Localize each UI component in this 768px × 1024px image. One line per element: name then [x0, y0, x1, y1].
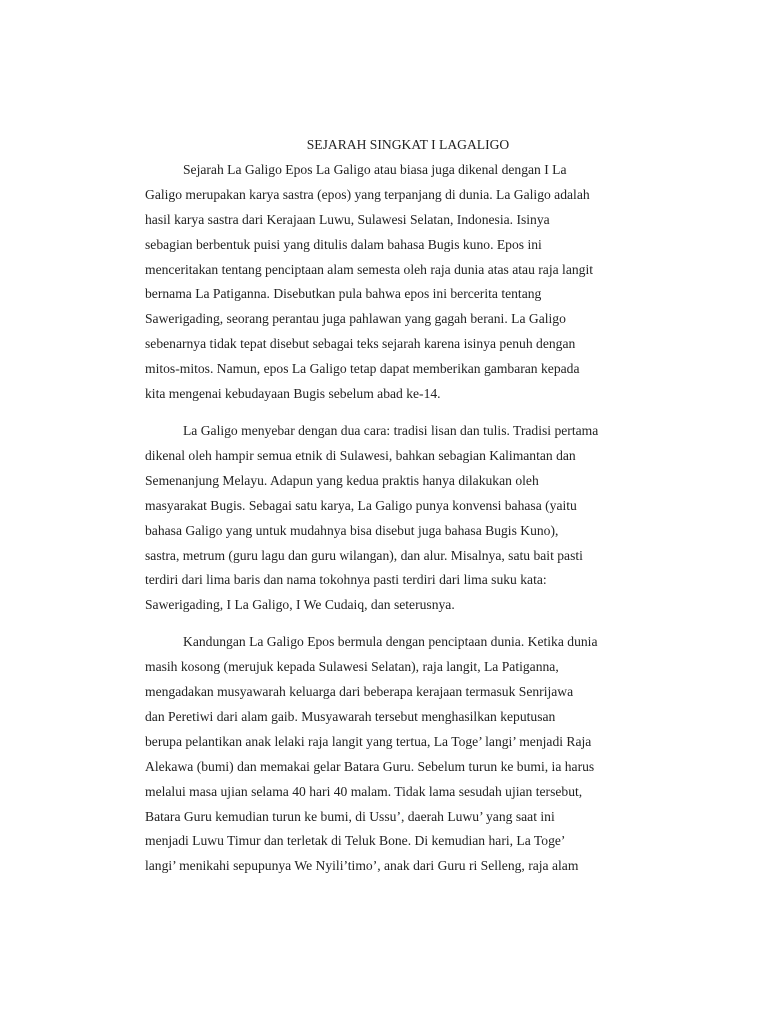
paragraph-line: melalui masa ujian selama 40 hari 40 malam. Tidak lama sesudah ujian tersebut,	[145, 783, 583, 799]
paragraph-line: Sawerigading, seorang perantau juga pahlawan yang gagah berani. La Galigo	[145, 311, 566, 327]
paragraph-line: dikenal oleh hampir semua etnik di Sulawesi, bahkan sebagian Kalimantan dan	[145, 447, 576, 463]
paragraph-line: mitos-mitos. Namun, epos La Galigo tetap dapat memberikan gambaran kepada	[145, 361, 580, 377]
paragraph-line: Semenanjung Melayu. Adapun yang kedua praktis hanya dilakukan oleh	[145, 472, 539, 488]
paragraph-line: Sejarah La Galigo Epos La Galigo atau biasa juga dikenal dengan I La	[183, 161, 567, 177]
paragraph-line: sebagian berbentuk puisi yang ditulis dalam bahasa Bugis kuno. Epos ini	[145, 236, 542, 252]
paragraph-line: Alekawa (bumi) dan memakai gelar Batara Guru. Sebelum turun ke bumi, ia harus	[145, 758, 595, 774]
paragraph-line: langi’ menikahi sepupunya We Nyili’timo’, anak dari Guru ri Selleng, raja alam	[145, 858, 579, 874]
paragraph-line: dan Peretiwi dari alam gaib. Musyawarah tersebut menghasilkan keputusan	[145, 708, 556, 724]
paragraph-3	[145, 630, 665, 879]
paragraph-line: sebenarnya tidak tepat disebut sebagai teks sejarah karena isinya penuh dengan	[145, 336, 576, 352]
paragraph-line: Kandungan La Galigo Epos bermula dengan penciptaan dunia. Ketika dunia	[183, 634, 598, 650]
paragraph-line: hasil karya sastra dari Kerajaan Luwu, Sulawesi Selatan, Indonesia. Isinya	[145, 211, 550, 227]
paragraph-line: Galigo merupakan karya sastra (epos) yang terpanjang di dunia. La Galigo adalah	[145, 186, 590, 202]
paragraph-line: masih kosong (merujuk kepada Sulawesi Selatan), raja langit, La Patiganna,	[145, 659, 559, 675]
paragraph-line: berupa pelantikan anak lelaki raja langit yang tertua, La Toge’ langi’ menjadi Raja	[145, 733, 592, 749]
paragraph-line: masyarakat Bugis. Sebagai satu karya, La Galigo punya konvensi bahasa (yaitu	[145, 497, 577, 513]
paragraph-line: kita mengenai kebudayaan Bugis sebelum abad ke-14.	[145, 386, 441, 402]
paragraph-line: terdiri dari lima baris dan nama tokohnya pasti terdiri dari lima suku kata:	[145, 572, 547, 588]
paragraph-line: bernama La Patiganna. Disebutkan pula bahwa epos ini bercerita tentang	[145, 286, 542, 302]
paragraph-line: La Galigo menyebar dengan dua cara: tradisi lisan dan tulis. Tradisi pertama	[183, 422, 599, 438]
paragraph-line: menjadi Luwu Timur dan terletak di Teluk Bone. Di kemudian hari, La Toge’	[145, 833, 566, 849]
paragraph-2	[145, 419, 665, 618]
paragraph-line: mengadakan musyawarah keluarga dari beberapa kerajaan termasuk Senrijawa	[145, 684, 574, 700]
paragraph-line: bahasa Galigo yang untuk mudahnya bisa disebut juga bahasa Bugis Kuno),	[145, 522, 559, 538]
paragraph-line: Sawerigading, I La Galigo, I We Cudaiq, dan seterusnya.	[145, 597, 455, 613]
paragraph-1	[145, 158, 665, 407]
paragraph-line: Batara Guru kemudian turun ke bumi, di Ussu’, daerah Luwu’ yang saat ini	[145, 808, 555, 824]
document-title: SEJARAH SINGKAT I LAGALIGO	[306, 137, 510, 152]
paragraph-line: sastra, metrum (guru lagu dan guru wilangan), dan alur. Misalnya, satu bait pasti	[145, 547, 583, 563]
paragraph-line: menceritakan tentang penciptaan alam semesta oleh raja dunia atas atau raja langit	[145, 261, 594, 277]
document-body	[145, 133, 665, 891]
